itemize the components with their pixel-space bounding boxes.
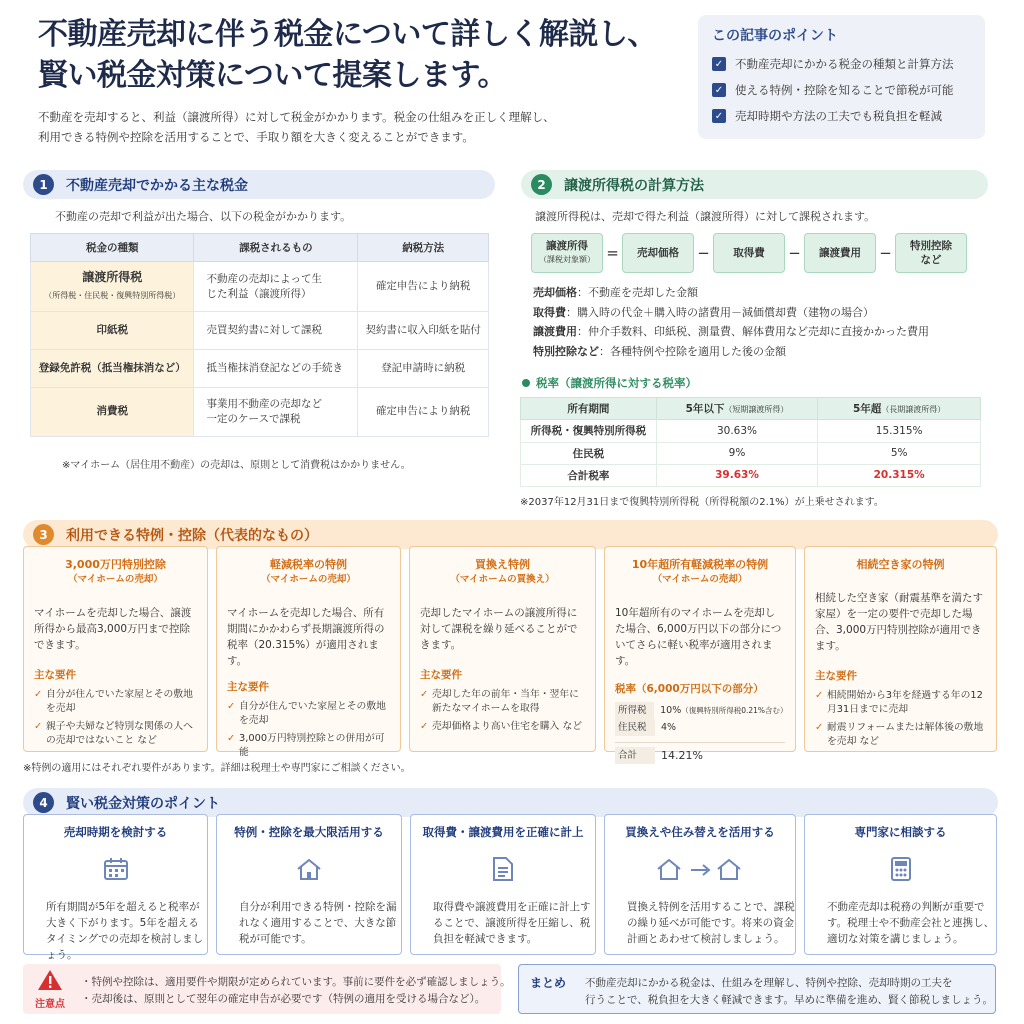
summary-line: 行うことで、税負担を大きく軽減できます。早めに準備を進め、賢く節税しましょう。 [585, 994, 994, 1006]
rate-label: 住民税 [521, 442, 657, 464]
card-title-main: 10年超所有軽減税率の特例 [631, 558, 769, 571]
taxed-item-cell: 売買契約書に対して課税 [194, 312, 358, 349]
summary-box [518, 964, 996, 1014]
point-item [712, 51, 971, 77]
section-2-lead: 譲渡所得税は、売却で得た利益（譲渡所得）に対して課税されます。 [535, 210, 876, 223]
document-icon [411, 849, 595, 889]
payment-method-cell: 確定申告により納税 [358, 262, 489, 312]
rate-sub: （復興特別所得税0.21%含む） [681, 706, 788, 715]
column-header [656, 398, 818, 420]
title-line-2: 賢い税金対策について提案します。 [38, 58, 507, 93]
intro-text [38, 107, 555, 147]
table-row [31, 312, 489, 349]
card-title-main: 軽減税率の特例 [270, 558, 347, 571]
rate-row [615, 719, 785, 736]
formula-result-box [531, 233, 603, 273]
tip-text: 取得費や譲渡費用を正確に計上することで、譲渡所得を圧縮し、税負担を軽減できます。 [433, 901, 591, 945]
rate-short: 30.63% [656, 420, 818, 442]
payment-method-cell: 契約書に収入印紙を貼付 [358, 312, 489, 349]
card-description: 売却したマイホームの譲渡所得に対して課税を繰り延べることができます。 [420, 607, 578, 651]
formula-definitions [533, 283, 929, 361]
tip-text: 買換え特例を活用することで、課税の繰り延べが可能です。将来の資金計画とあわせて検討しましょう。 [627, 901, 795, 945]
tip-title: 買換えや住み替えを活用する [625, 825, 775, 839]
tax-name-sub: （所得税・住民税・復興特別所得税） [44, 291, 181, 301]
tip-card [410, 814, 596, 955]
requirement-item: ✓ 3,000万円特別控除との併用が可能 [227, 732, 390, 760]
payment-method-cell: 確定申告により納税 [358, 387, 489, 436]
rate-title-text: 税率（譲渡所得に対する税率） [536, 376, 697, 390]
point-item [712, 77, 971, 103]
rate-row [615, 702, 788, 719]
section-2-note: ※2037年12月31日まで復興特別所得税（所得税額の2.1%）が上乗せされます。 [520, 497, 884, 508]
card-title [615, 557, 785, 587]
tax-types-table [30, 233, 489, 437]
tax-formula [531, 233, 967, 273]
header-main: 5年超 [853, 403, 882, 416]
formula-result: 譲渡所得 [546, 240, 588, 252]
special-card [216, 546, 401, 758]
formula-term: 譲渡費用 [804, 233, 876, 273]
tip-title: 特例・控除を最大限活用する [234, 825, 384, 839]
requirement-item: ✓ 売却価格より高い住宅を購入 など [420, 720, 585, 734]
requirement-item: ✓ 自分が住んでいた家屋とその敷地を売却 [227, 700, 390, 728]
definition-text: ：仲介手数料、印紙税、測量費、解体費用など売却に直接かかった費用 [577, 325, 929, 338]
page-title [38, 14, 657, 96]
rate-short-total: 39.63% [656, 464, 818, 486]
card-title-sub: （マイホームの買換え） [450, 574, 555, 585]
rate-label: 合計税率 [521, 464, 657, 486]
calendar-icon [24, 849, 207, 889]
rate-short: 9% [656, 442, 818, 464]
section-number: 3 [33, 524, 54, 545]
bullet-dot-icon [522, 379, 530, 387]
card-title-main: 買換え特例 [475, 558, 530, 571]
section-title: 利用できる特例・控除（代表的なもの） [66, 527, 318, 544]
table-header-row [31, 234, 489, 262]
caution-label: 注意点 [35, 999, 65, 1010]
requirements-label: 主な要件 [420, 669, 462, 681]
section-title: 賢い税金対策のポイント [66, 795, 220, 812]
tip-card [23, 814, 208, 961]
card-title [227, 557, 390, 587]
definition-term: 特別控除など [533, 344, 599, 358]
section-4-header [23, 788, 998, 817]
requirements-label: 主な要件 [227, 681, 269, 693]
tip-text: 所有期間が5年を超えると税率が大きく下がります。5年を超えるタイミングでの売却を検討しましょう。 [46, 901, 204, 961]
formula-result-sub: （課税対象額） [539, 255, 595, 264]
summary-label: まとめ [530, 976, 567, 990]
title-line-1: 不動産売却に伴う税金について詳しく解説し、 [38, 17, 657, 52]
formula-term-line: 特別控除 [910, 240, 952, 252]
header-sub: （短期譲渡所得） [724, 405, 789, 415]
rate-label: 所得税・復興特別所得税 [521, 420, 657, 442]
special-card [604, 546, 796, 762]
rate-value: 10% [660, 705, 682, 716]
house-exchange-icon [605, 849, 795, 889]
card-description: マイホームを売却した場合、所有期間にかかわらず長期譲渡所得の税率（20.315%）が適用されます。 [227, 607, 385, 667]
formula-term: 売却価格 [622, 233, 694, 273]
rate-label: 税率（6,000万円以下の部分） [615, 683, 764, 695]
special-card [409, 546, 596, 752]
requirements-list [227, 700, 390, 760]
points-heading: この記事のポイント [712, 28, 838, 44]
rate-key: 住民税 [615, 719, 655, 736]
tip-text: 自分が利用できる特例・控除を漏れなく適用することで、大きな節税が可能です。 [239, 901, 397, 945]
definition-term: 取得費 [533, 305, 566, 319]
equals-sign: = [606, 244, 619, 262]
rate-long: 15.315% [818, 420, 981, 442]
tip-card [804, 814, 997, 955]
requirements-label: 主な要件 [815, 670, 857, 682]
card-title-sub: （マイホームの売却） [261, 574, 356, 585]
tax-name-cell: 消費税 [31, 387, 194, 436]
card-title-main: 3,000万円特別控除 [65, 558, 166, 571]
tax-name: 譲渡所得税 [82, 270, 143, 285]
card-title-main: 相続空き家の特例 [856, 558, 945, 571]
requirement-item: ✓ 売却した年の前年・当年・翌年に新たなマイホームを取得 [420, 688, 585, 716]
card-description: 相続した空き家（耐震基準を満たす家屋）を一定の要件で売却した場合、3,000万円特別控除が適用できます。 [815, 592, 983, 652]
section-2-header [521, 170, 988, 199]
intro-line-2: 利用できる特例や控除を活用することで、手取り額を大きく変えることができます。 [38, 130, 474, 144]
requirements-label: 主な要件 [34, 669, 76, 681]
tip-title: 専門家に相談する [854, 825, 947, 839]
section-1-header [23, 170, 495, 199]
taxed-item-cell [194, 387, 358, 436]
tip-text: 不動産売却は税務の判断が重要です。税理士や不動産会社と連携し、適切な対策を講じましょう。 [827, 901, 995, 945]
special-card [23, 546, 208, 752]
table-row [31, 387, 489, 436]
card-title-sub: （マイホームの売却） [652, 574, 748, 585]
house-icon [217, 849, 401, 889]
rate-title [522, 375, 697, 391]
caution-box [23, 964, 511, 1014]
requirement-item: ✓ 耐震リフォームまたは解体後の敷地を売却 など [815, 721, 986, 749]
tax-name-cell [31, 262, 194, 312]
card-title [420, 557, 585, 587]
point-text: 売却時期や方法の工夫でも税負担を軽減 [735, 109, 942, 123]
card-title [815, 557, 986, 572]
point-item [712, 103, 971, 129]
rate-long-total: 20.315% [818, 464, 981, 486]
taxed-item-cell [194, 262, 358, 312]
table-row [31, 262, 489, 312]
tax-name-cell: 印紙税 [31, 312, 194, 349]
warning-icon [37, 969, 63, 991]
payment-method-cell: 登記申請時に納税 [358, 349, 489, 387]
point-text: 不動産売却にかかる税金の種類と計算方法 [735, 57, 954, 71]
definition-item [533, 283, 929, 303]
card-description: 10年超所有のマイホームを売却した場合、6,000万円以下の部分についてさらに軽い税率が適用されます。 [615, 607, 782, 667]
calculator-icon [805, 849, 996, 889]
definition-item [533, 303, 929, 323]
checkbox-icon: ✓ [712, 109, 726, 123]
rate-key: 合計 [615, 747, 655, 764]
caution-line: ・売却後は、原則として翌年の確定申告が必要です（特例の適用を受ける場合など）。 [81, 993, 486, 1005]
rate-row [615, 742, 785, 764]
rate-value: 14.21% [661, 749, 703, 762]
article-points-box [698, 15, 985, 139]
requirements-list [34, 688, 197, 748]
column-header: 所有期間 [521, 398, 657, 420]
caution-text [81, 974, 511, 1008]
section-3-header [23, 520, 998, 549]
requirement-item: ✓ 自分が住んでいた家屋とその敷地を売却 [34, 688, 197, 716]
definition-term: 売却価格 [533, 286, 577, 299]
tax-rate-table [520, 397, 981, 487]
formula-term: 取得費 [713, 233, 785, 273]
table-row [521, 442, 981, 464]
definition-text: ：各種特例や控除を適用した後の金額 [599, 344, 786, 358]
section-3-note: ※特例の適用にはそれぞれ要件があります。詳細は税理士や専門家にご相談ください。 [23, 763, 411, 774]
special-card [804, 546, 997, 752]
point-text: 使える特例・控除を知ることで節税が可能 [735, 83, 954, 97]
formula-last-term [895, 233, 967, 273]
column-header: 税金の種類 [31, 234, 194, 262]
minus-sign: − [879, 244, 892, 262]
taxed-item: 事業用不動産の売却など一定のケースで課税 [206, 397, 322, 425]
section-1-lead: 不動産の売却で利益が出た場合、以下の税金がかかります。 [55, 210, 352, 223]
section-number: 1 [33, 174, 54, 195]
section-title: 譲渡所得税の計算方法 [564, 177, 704, 194]
rate-key: 所得税 [615, 702, 654, 719]
definition-text: ：不動産を売却した金額 [577, 286, 698, 299]
section-1-note: ※マイホーム（居住用不動産）の売却は、原則として消費税はかかりません。 [62, 460, 411, 471]
definition-text: ：購入時の代金＋購入時の諸費用－減価償却費（建物の場合） [566, 305, 874, 319]
tax-name-cell: 登録免許税（抵当権抹消など） [31, 349, 194, 387]
tip-title: 取得費・譲渡費用を正確に計上 [422, 825, 584, 839]
summary-text [585, 975, 993, 1009]
rate-list [615, 702, 788, 764]
card-title-sub: （マイホームの売却） [68, 574, 163, 585]
table-header-row [521, 398, 981, 420]
definition-item [533, 322, 929, 342]
tip-card [216, 814, 402, 955]
caution-line: ・特例や控除は、適用要件や期限が定められています。事前に要件を必ず確認しましょう。 [81, 976, 511, 988]
summary-line: 不動産売却にかかる税金は、仕組みを理解し、特例や控除、売却時期の工夫を [585, 977, 953, 989]
header-sub: （長期譲渡所得） [881, 405, 946, 415]
minus-sign: − [788, 244, 801, 262]
requirement-item: ✓ 親子や夫婦など特別な関係の人への売却ではないこと など [34, 720, 197, 748]
rate-long: 5% [818, 442, 981, 464]
rate-value: 4% [661, 722, 677, 733]
requirement-item: ✓ 相続開始から3年を経過する年の12月31日までに売却 [815, 689, 986, 717]
section-number: 4 [33, 792, 54, 813]
taxed-item-cell: 抵当権抹消登記などの手続き [194, 349, 358, 387]
card-description: マイホームを売却した場合、譲渡所得から最高3,000万円まで控除できます。 [34, 607, 192, 651]
section-number: 2 [531, 174, 552, 195]
header-main: 5年以下 [685, 403, 725, 416]
caution-badge [32, 969, 68, 1010]
table-row [31, 349, 489, 387]
table-row [521, 420, 981, 442]
checkbox-icon: ✓ [712, 83, 726, 97]
minus-sign: − [697, 244, 710, 262]
checkbox-icon: ✓ [712, 57, 726, 71]
definition-item [533, 342, 929, 362]
requirements-list [815, 689, 986, 749]
section-title: 不動産売却でかかる主な税金 [66, 177, 248, 194]
taxed-item: 不動産の売却によって生じた利益（譲渡所得） [206, 272, 322, 300]
intro-line-1: 不動産を売却すると、利益（譲渡所得）に対して税金がかかります。税金の仕組みを正しく理解し、 [38, 110, 555, 124]
tip-title: 売却時期を検討する [63, 825, 168, 839]
requirements-list [420, 688, 585, 734]
card-title [34, 557, 197, 587]
column-header [818, 398, 981, 420]
tip-card [604, 814, 796, 955]
formula-term-line: など [920, 254, 942, 266]
table-row [521, 464, 981, 486]
column-header: 納税方法 [358, 234, 489, 262]
definition-term: 譲渡費用 [533, 325, 577, 338]
column-header: 課税されるもの [194, 234, 358, 262]
